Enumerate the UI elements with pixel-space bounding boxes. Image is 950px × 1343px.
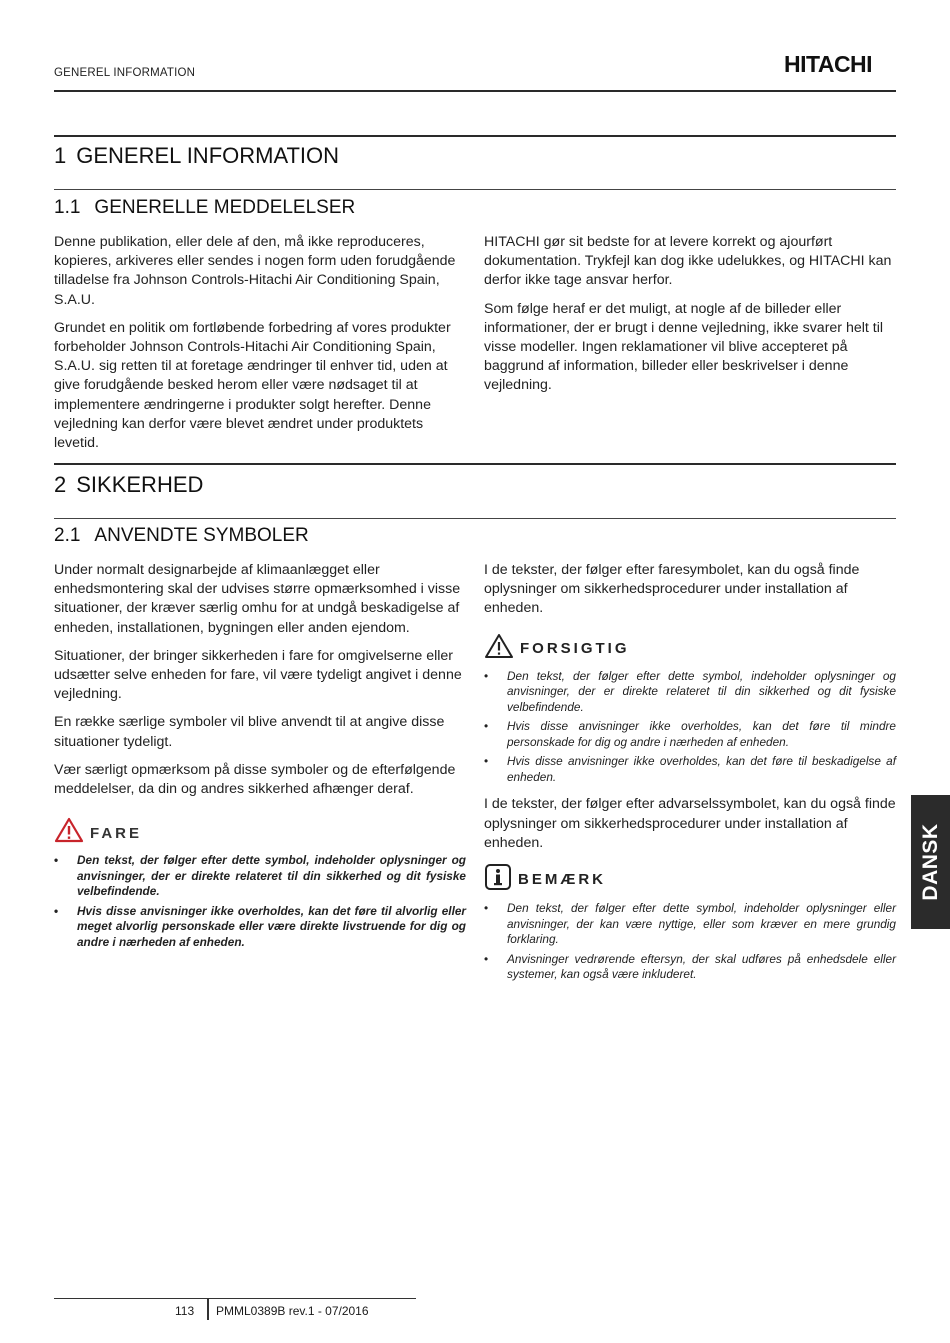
list-item: • Hvis disse anvisninger ikke overholdes, kan det føre til alvorlig eller meget alvorlig personskade eller være direkte livstruende for dig og andre i nærheden af enheden. <box>54 904 466 951</box>
caution-warning-icon <box>484 633 514 665</box>
subsection-heading: 2.1 ANVENDTE SYMBOLER <box>54 525 309 546</box>
bemaerk-list <box>484 901 896 983</box>
subsection-heading: 1.1 GENERELLE MEDDELELSER <box>54 197 356 218</box>
text-column-right <box>484 561 896 991</box>
paragraph: I de tekster, der følger efter faresymbolet, kan du også finde oplysninger om sikkerhedsprocedurer under installation af enheden. <box>484 562 860 617</box>
paragraph: HITACHI gør sit bedste for at levere korrekt og ajourført dokumentation. Trykfejl kan dog ikke udelukkes, og HITACHI kan derfor ikke tage ansvar herfor. <box>484 234 892 289</box>
footer-rule <box>54 1298 416 1299</box>
subsection-rule <box>54 189 896 190</box>
running-header: GENEREL INFORMATION <box>54 67 196 79</box>
info-icon <box>484 863 512 897</box>
bemaerk-label: BEMÆRK <box>518 871 606 889</box>
subsection-rule <box>54 518 896 519</box>
list-item: • Anvisninger vedrørende eftersyn, der skal udføres på enhedsdele eller systemer, kan også være inkluderet. <box>484 952 896 983</box>
section-rule <box>54 135 896 137</box>
paragraph: Vær særligt opmærksom på disse symboler og de efterfølgende meddelelser, da din og andres sikkerhed afhænger deraf. <box>54 761 456 798</box>
text-column-right <box>484 233 896 405</box>
list-item: • Hvis disse anvisninger ikke overholdes, kan det føre til beskadigelse af enheden. <box>484 754 896 785</box>
list-item: • Den tekst, der følger efter dette symbol, indeholder oplysninger eller anvisninger, der kan være nyttige, eller som kræver en mere grundig forklaring. <box>484 901 896 948</box>
section-heading: 2 SIKKERHED <box>54 472 204 497</box>
list-item: • Den tekst, der følger efter dette symbol, indeholder oplysninger og anvisninger, der er direkte relateret til din sikkerhed og dit fysiske velbefindende. <box>54 853 466 900</box>
paragraph: Som følge heraf er det muligt, at nogle af de billeder eller informationer, der er brugt i denne vejledning, ikke svarer helt til visse modeller. Ingen reklamationer vil blive accepteret på baggrund af information, billeder eller beskrivelser i denne vejledning. <box>484 300 884 394</box>
language-tab-label: DANSK <box>918 823 942 901</box>
section-heading: 1 GENEREL INFORMATION <box>54 143 340 168</box>
section-rule <box>54 463 896 465</box>
brand-logo: HITACHI <box>784 51 873 77</box>
fare-label: FARE <box>90 824 143 842</box>
language-tab <box>911 795 950 929</box>
danger-warning-icon <box>54 817 84 849</box>
paragraph: Grundet en politik om fortløbende forbedring af vores produkter forbeholder Johnson Controls-Hitachi Air Conditioning Spain, S.A.U. sig retten til at foretage ændringer til enhver tid, uden at give forudgående besked herom eller være nødsaget til at implementere ændringerne i produkter solgt herefter. Denne vejledning kan derfor være blevet ændret under produktets levetid. <box>54 319 451 452</box>
paragraph: I de tekster, der følger efter advarselssymbolet, kan du også finde oplysninger om sikkerhedsprocedurer under installation af enheden. <box>484 796 896 851</box>
fare-list <box>54 853 466 950</box>
header-rule <box>54 90 896 92</box>
footer-separator <box>207 1298 209 1320</box>
text-column-left <box>54 561 466 958</box>
paragraph: En række særlige symboler vil blive anvendt til at angive disse situationer tydeligt. <box>54 714 445 750</box>
fare-heading <box>54 817 466 849</box>
text-column-left <box>54 233 466 462</box>
bemaerk-heading <box>484 863 896 897</box>
page-number: 113 <box>175 1304 195 1318</box>
forsigtig-heading <box>484 633 896 665</box>
forsigtig-list <box>484 669 896 786</box>
paragraph: Under normalt designarbejde af klimaanlægget eller enhedsmontering skal der udvises større opmærksomhed i visse situationer, der kræver særlig omhu for at undgå beskadigelse af enheden, installationen, bygningen eller anden ejendom. <box>54 562 461 636</box>
forsigtig-label: FORSIGTIG <box>520 640 630 658</box>
document-id: PMML0389B rev.1 - 07/2016 <box>216 1304 369 1318</box>
paragraph: Denne publikation, eller dele af den, må ikke reproduceres, kopieres, arkiveres eller sendes i nogen form uden forudgående tilladelse fra Johnson Controls-Hitachi Air Conditioning Spain, S.A.U. <box>54 234 456 308</box>
list-item: • Den tekst, der følger efter dette symbol, indeholder oplysninger og anvisninger, der er direkte relateret til din sikkerhed og dit fysiske velbefindende. <box>484 669 896 716</box>
list-item: • Hvis disse anvisninger ikke overholdes, kan det føre til mindre personskade for dig og andre i nærheden af enheden. <box>484 719 896 750</box>
paragraph: Situationer, der bringer sikkerheden i fare for omgivelserne eller udsætter selve enheden for fare, vil være tydeligt angivet i denne vejledning. <box>54 647 462 703</box>
